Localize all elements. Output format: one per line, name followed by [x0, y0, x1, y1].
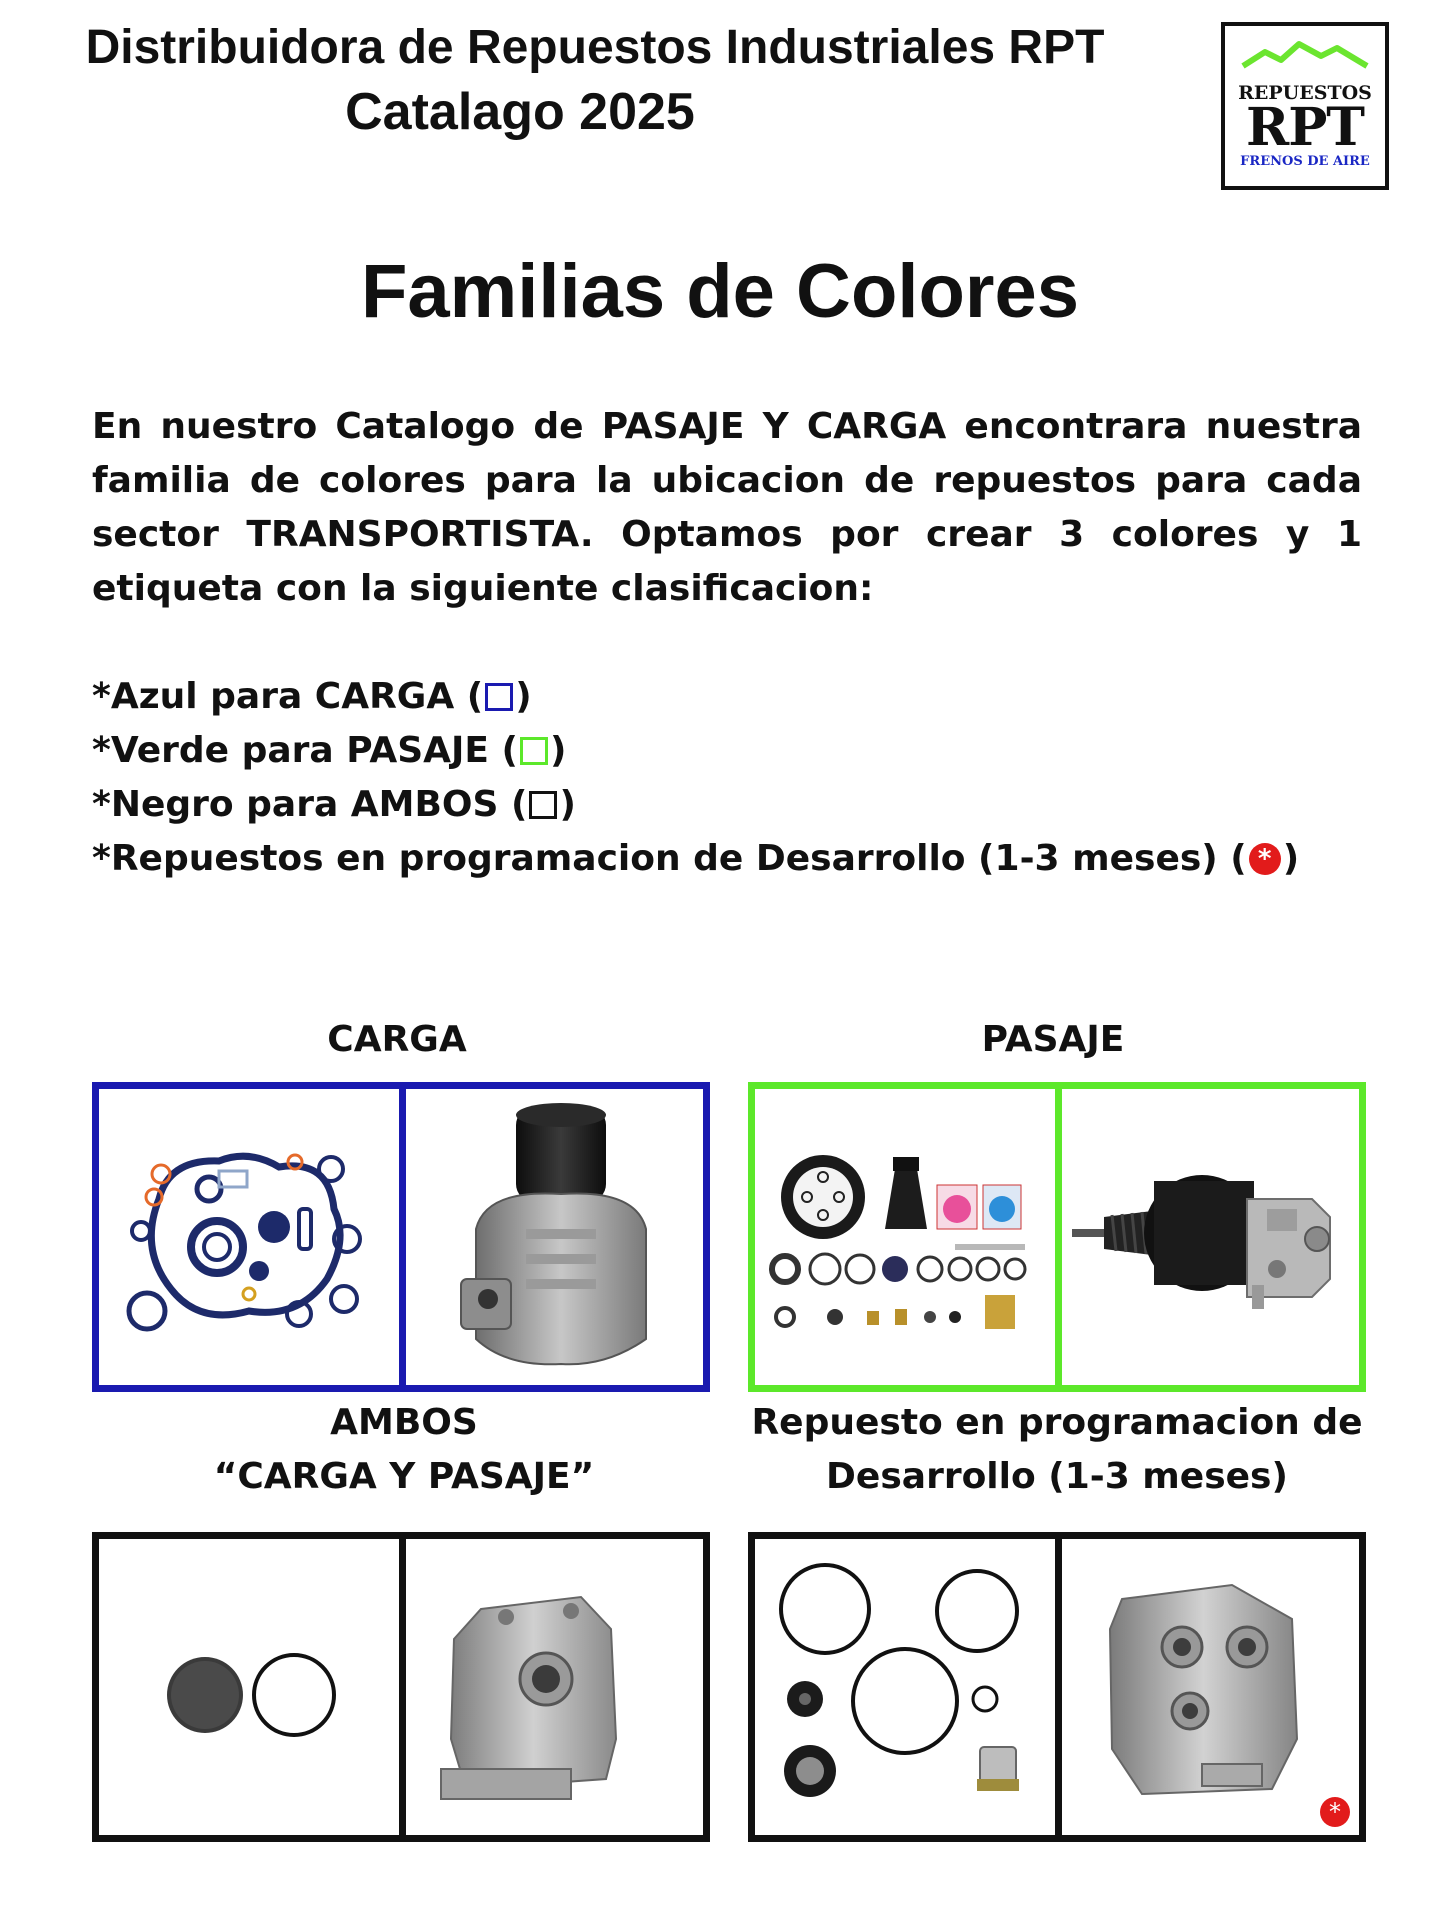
red-asterisk-icon: * [1249, 843, 1281, 875]
legend-close: ) [549, 730, 567, 771]
color-legend [92, 670, 1362, 886]
black-square-icon [529, 791, 557, 819]
legend-item-pasaje [92, 724, 1362, 778]
section-label-pasaje: PASAJE [981, 1019, 1125, 1060]
valve-body-image [406, 1539, 703, 1835]
section-label-ambos-line2: “CARGA Y PASAJE” [213, 1456, 595, 1497]
panel-ambos [92, 1532, 710, 1842]
rpt-logo [1221, 22, 1389, 190]
legend-text: *Negro para AMBOS ( [92, 784, 528, 825]
clutch-servo-image [1062, 1089, 1359, 1385]
legend-text: *Azul para CARGA ( [92, 676, 484, 717]
logo-sub-text: FRENOS DE AIRE [1240, 154, 1370, 169]
section-label-ambos [92, 1396, 716, 1504]
legend-close: ) [1282, 838, 1300, 879]
panel-pasaje [748, 1082, 1366, 1392]
diaphragm-oring-image [99, 1539, 399, 1835]
panel-desarrollo [748, 1532, 1366, 1842]
oring-set-image [755, 1539, 1055, 1835]
catalog-year: Catalago 2025 [345, 83, 695, 141]
section-label-desarrollo-line2: Desarrollo (1-3 meses) [826, 1456, 1288, 1497]
section-label-carga: CARGA [327, 1019, 467, 1060]
green-square-icon [520, 737, 548, 765]
blue-square-icon [485, 683, 513, 711]
legend-close: ) [559, 784, 576, 825]
legend-item-ambos [92, 778, 1362, 832]
section-label-desarrollo-line1: Repuesto en programacion de [751, 1402, 1363, 1443]
company-name: Distribuidora de Repuestos Industriales RPT [85, 21, 1105, 74]
section-label-desarrollo [748, 1396, 1366, 1504]
logo-top-text: REPUESTOS [1238, 82, 1372, 104]
development-asterisk-icon: * [1320, 1797, 1350, 1827]
legend-item-carga [92, 670, 1362, 724]
panel-carga [92, 1082, 710, 1392]
air-dryer-image [406, 1089, 703, 1385]
logo-main-text: RPT [1245, 97, 1364, 158]
page-title: Familias de Colores [360, 249, 1080, 334]
valve-housing-image [1062, 1539, 1359, 1835]
legend-text: *Verde para PASAJE ( [92, 730, 518, 771]
legend-text: *Repuestos en programacion de Desarrollo (1-3 meses) ( [92, 838, 1247, 879]
legend-item-desarrollo [92, 832, 1362, 886]
section-label-ambos-line1: AMBOS [330, 1402, 478, 1443]
legend-close: ) [515, 676, 532, 717]
repair-kit-image [755, 1089, 1055, 1385]
seal-kit-image [99, 1089, 399, 1385]
intro-paragraph: En nuestro Catalogo de PASAJE Y CARGA encontrara nuestra familia de colores para la ubicacion de repuestos para cada sector TRANSPORTISTA. Optamos por crear 3 colores y 1 etiqueta con la siguiente clasificacion: [92, 406, 1362, 609]
